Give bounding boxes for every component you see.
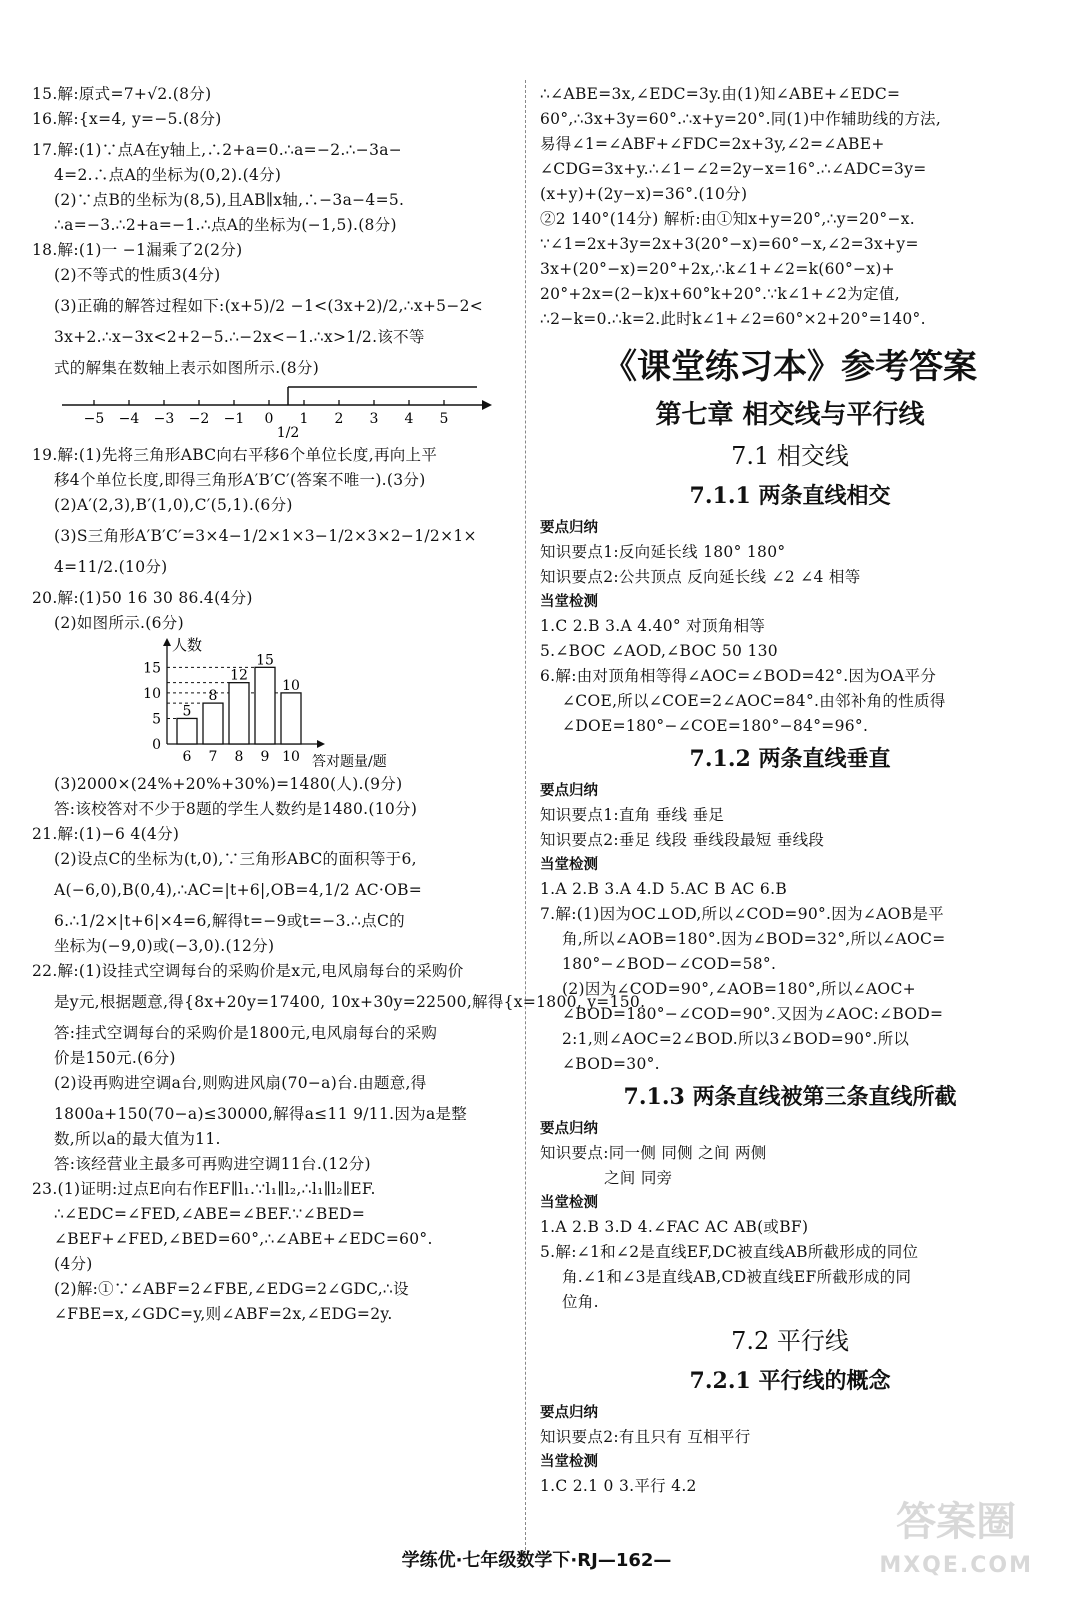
column-divider (525, 80, 526, 1550)
check-line-3: 角.∠1和∠3是直线AB,CD被直线EF所截形成的同 (562, 1268, 912, 1286)
answer-22-line3: 答:挂式空调每台的采购价是1800元,电风扇每台的采购 (54, 1024, 438, 1042)
number-line-tick-label: −2 (188, 411, 210, 427)
answer-23-line2: ∴∠EDC=∠FED,∠ABE=∠BEF.∵∠BED= (54, 1205, 366, 1223)
answer-22-line2: 是y元,根据题意,得{8x+20y=17400, 10x+30y=22500,解得{x=1800, y=150. (54, 993, 646, 1011)
chart-bar (281, 693, 301, 744)
check-label: 当堂检测 (540, 857, 598, 873)
check-line-4: ∠COE,所以∠COE=2∠AOC=84°.由邻补角的性质得 (562, 692, 946, 710)
answer-22-line6: 1800a+150(70−a)≤30000,解得a≤11 9/11.因为a是整 (54, 1105, 468, 1123)
number-line-half-mark: 1/2 (276, 425, 300, 441)
answer-20-line1: 20.解:(1)50 16 30 86.4(4分) (32, 589, 253, 607)
answer-21-line4: 6.∴1/2×|t+6|×4=6,解得t=−9或t=−3.∴点C的 (54, 912, 405, 930)
key-point-1: 知识要点1:反向延长线 180° 180° (540, 543, 786, 561)
chart-y-tick-label: 5 (152, 711, 161, 728)
answer-20-line3: (3)2000×(24%+20%+30%)=1480(人).(9分) (54, 775, 403, 793)
answer-19-line3: (2)A′(2,3),B′(1,0),C′(5,1).(6分) (54, 496, 293, 514)
number-line-tick-label: 3 (369, 411, 379, 427)
book-answer-title: 《课堂练习本》参考答案 (603, 347, 977, 387)
bar-chart (32, 636, 492, 772)
subsection-7-2-1: 7.2.1 平行线的概念 (689, 1368, 891, 1394)
chart-ylabel: 人数 (172, 636, 203, 654)
key-points-label: 要点归纳 (540, 520, 598, 536)
chart-bar (203, 703, 223, 744)
answer-22-line8: 答:该经营业主最多可再购进空调11台.(12分) (54, 1155, 371, 1173)
check-line-1: 1.C 2.B 3.A 4.40° 对顶角相等 (540, 617, 766, 635)
check-line-6: ∠BOD=180°−∠COD=90°.又因为∠AOC:∠BOD= (562, 1005, 944, 1023)
answer-19-line1: 19.解:(1)先将三角形ABC向右平移6个单位长度,再向上平 (32, 446, 438, 464)
chart-x-arrow (317, 740, 325, 748)
answer-17-line3: (2)∵点B的坐标为(8,5),且AB∥x轴,∴−3a−4=5. (54, 191, 405, 209)
answer-23-line3: ∠BEF+∠FED,∠BED=60°,∴∠ABE+∠EDC=60°. (54, 1230, 433, 1248)
answer-23-line1: 23.(1)证明:过点E向右作EF∥l₁.∵l₁∥l₂,∴l₁∥l₂∥EF. (32, 1180, 376, 1198)
chart-y-tick-label: 0 (152, 737, 161, 753)
answer-18-line3: (3)正确的解答过程如下:(x+5)/2 −1<(3x+2)/2,∴x+5−2< (54, 297, 484, 315)
answer-21-line2: (2)设点C的坐标为(t,0),∵三角形ABC的面积等于6, (54, 850, 417, 868)
answer-21-line1: 21.解:(1)−6 4(4分) (32, 825, 180, 843)
chart-y-tick-label: 10 (143, 685, 161, 702)
answer-23-cont-7: ∵∠1=2x+3y=2x+3(20°−x)=60°−x,∠2=3x+y= (540, 235, 919, 253)
answer-17-line2: 4=2.∴点A的坐标为(0,2).(4分) (54, 166, 282, 184)
chart-x-tick-label: 7 (208, 749, 218, 765)
subsection-7-1-1: 7.1.1 两条直线相交 (689, 483, 891, 509)
number-line-tick-label: 4 (404, 411, 414, 427)
check-line-3: 6.解:由对顶角相等得∠AOC=∠BOD=42°.因为OA平分 (540, 667, 937, 685)
chapter-title: 第七章 相交线与平行线 (655, 400, 925, 430)
key-point-line-1: 知识要点:同一侧 同侧 之间 两侧 (540, 1144, 767, 1162)
subsection-7-1-3: 7.1.3 两条直线被第三条直线所截 (623, 1084, 957, 1110)
number-line-tick-label: −1 (223, 411, 245, 427)
section-7-2: 7.2 平行线 (731, 1327, 849, 1355)
key-points-label: 要点归纳 (540, 783, 598, 799)
check-line-5: ∠DOE=180°−∠COE=180°−84°=96°. (562, 717, 869, 735)
check-line-1: 1.A 2.B 3.D 4.∠FAC AC AB(或BF) (540, 1218, 809, 1236)
check-line-5: (2)因为∠COD=90°,∠AOB=180°,所以∠AOC+ (562, 980, 916, 998)
answer-22-line4: 价是150元.(6分) (54, 1049, 176, 1067)
key-points-label: 要点归纳 (540, 1405, 598, 1421)
check-line-2: 5.∠BOC ∠AOD,∠BOC 50 130 (540, 642, 778, 660)
check-label: 当堂检测 (540, 1454, 598, 1470)
number-line (32, 381, 492, 443)
chart-data-label: 5 (182, 703, 192, 720)
check-line-3: 角,所以∠AOB=180°.因为∠BOD=32°,所以∠AOC= (562, 930, 946, 948)
answer-20-line2: (2)如图所示.(6分) (54, 614, 184, 632)
answer-17-line1: 17.解:(1)∵点A在y轴上,∴2+a=0.∴a=−2.∴−3a− (32, 141, 403, 159)
answer-23-cont-10: ∴2−k=0.∴k=2.此时k∠1+∠2=60°×2+20°=140°. (540, 310, 926, 328)
chart-bar (255, 667, 275, 744)
key-points-label: 要点归纳 (540, 1121, 598, 1137)
answer-22-line5: (2)设再购进空调a台,则购进风扇(70−a)台.由题意,得 (54, 1074, 427, 1092)
watermark-logo (879, 1500, 1033, 1588)
right-column (540, 82, 1040, 1499)
answer-21-line3: A(−6,0),B(0,4),∴AC=|t+6|,OB=4,1/2 AC·OB= (54, 881, 423, 899)
number-line-tick-label: −3 (153, 411, 175, 427)
chart-data-label: 8 (208, 688, 218, 705)
chart-data-label: 15 (256, 652, 274, 669)
check-line-7: 2:1,则∠AOC=2∠BOD.所以3∠BOD=90°.所以 (562, 1030, 910, 1048)
check-label: 当堂检测 (540, 594, 598, 610)
check-line-4: 180°−∠BOD−∠COD=58°. (562, 955, 777, 973)
chart-data-label: 10 (282, 677, 300, 694)
answer-23-cont-4: ∠CDG=3x+y.∴∠1−∠2=2y−x=16°.∴∠ADC=3y= (540, 160, 927, 178)
answer-23-cont-5: (x+y)+(2y−x)=36°.(10分) (540, 185, 748, 203)
answer-19-line2: 移4个单位长度,即得三角形A′B′C′(答案不唯一).(3分) (54, 471, 426, 489)
subsection-7-1-2: 7.1.2 两条直线垂直 (689, 746, 891, 772)
answer-17-line4: ∴a=−3.∴2+a=−1.∴点A的坐标为(−1,5).(8分) (54, 216, 397, 234)
key-point-1: 知识要点1:直角 垂线 垂足 (540, 806, 725, 824)
check-line-2: 5.解:∠1和∠2是直线EF,DC被直线AB所截形成的同位 (540, 1243, 919, 1261)
answer-23-cont-8: 3x+(20°−x)=20°+2x,∴k∠1+∠2=k(60°−x)+ (540, 260, 895, 278)
check-line-8: ∠BOD=30°. (562, 1055, 660, 1073)
page-footer: 学练优·七年级数学下·RJ—162— (401, 1550, 672, 1571)
answer-23-line4: (4分) (54, 1255, 93, 1273)
chart-x-tick-label: 6 (182, 749, 192, 765)
answer-19-line4: (3)S三角形A′B′C′=3×4−1/2×1×3−1/2×3×2−1/2×1× (54, 527, 477, 545)
chart-data-label: 12 (230, 667, 248, 684)
answer-22-line1: 22.解:(1)设挂式空调每台的采购价是x元,电风扇每台的采购价 (32, 962, 464, 980)
answer-23-cont-2: 60°,∴3x+3y=60°.∴x+y=20°.同(1)中作辅助线的方法, (540, 110, 942, 128)
answer-22-line7: 数,所以a的最大值为11. (54, 1130, 221, 1148)
section-7-1: 7.1 相交线 (731, 442, 849, 470)
chart-y-arrow (163, 638, 171, 646)
key-point-2: 知识要点2:有且只有 互相平行 (540, 1428, 751, 1446)
check-line-4: 位角. (562, 1293, 599, 1311)
number-line-tick-label: 0 (264, 411, 274, 427)
watermark-top: 答案圈 (896, 1499, 1017, 1545)
check-line-2: 7.解:(1)因为OC⊥OD,所以∠COD=90°.因为∠AOB是平 (540, 905, 944, 923)
chart-x-tick-label: 10 (282, 749, 300, 765)
key-point-2: 知识要点2:垂足 线段 垂线段最短 垂线段 (540, 831, 825, 849)
answer-19-line5: 4=11/2.(10分) (54, 558, 168, 576)
answer-18-line5: 式的解集在数轴上表示如图所示.(8分) (54, 359, 320, 377)
key-point-line-2: 之间 同旁 (604, 1169, 673, 1187)
number-line-tick-label: 5 (439, 411, 449, 427)
number-line-tick-label: −5 (83, 411, 105, 427)
number-line-tick-label: −4 (118, 411, 140, 427)
answer-23-line6: ∠FBE=x,∠GDC=y,则∠ABF=2x,∠EDG=2y. (54, 1305, 393, 1323)
check-line-1: 1.A 2.B 3.A 4.D 5.AC B AC 6.B (540, 880, 788, 898)
check-line-1: 1.C 2.1 0 3.平行 4.2 (540, 1477, 697, 1495)
answer-23-cont-3: 易得∠1=∠ABF+∠FDC=2x+3y,∠2=∠ABE+ (540, 135, 885, 153)
chart-x-tick-label: 9 (260, 749, 270, 765)
answer-21-line5: 坐标为(−9,0)或(−3,0).(12分) (54, 937, 275, 955)
number-line-tick-label: 1 (299, 411, 309, 427)
answer-16: 16.解:{x=4, y=−5.(8分) (32, 110, 222, 128)
key-point-2: 知识要点2:公共顶点 反向延长线 ∠2 ∠4 相等 (540, 568, 861, 586)
answer-18-line2: (2)不等式的性质3(4分) (54, 266, 221, 284)
number-line-tick-label: 2 (334, 411, 344, 427)
chart-xlabel: 答对题量/题 (312, 754, 387, 770)
watermark-bottom: MXQE.COM (879, 1553, 1033, 1578)
chart-x-tick-label: 8 (234, 749, 244, 765)
chart-y-tick-label: 15 (143, 660, 161, 677)
answer-23-cont-9: 20°+2x=(2−k)x+60°k+20°.∵k∠1+∠2为定值, (540, 285, 900, 303)
check-label: 当堂检测 (540, 1195, 598, 1211)
answer-23-line5: (2)解:①∵∠ABF=2∠FBE,∠EDG=2∠GDC,∴设 (54, 1280, 409, 1298)
answer-20-line4: 答:该校答对不少于8题的学生人数约是1480.(10分) (54, 800, 418, 818)
answer-23-cont-1: ∴∠ABE=3x,∠EDC=3y.由(1)知∠ABE+∠EDC= (540, 85, 901, 103)
answer-15: 15.解:原式=7+√2.(8分) (32, 85, 212, 103)
answer-23-cont-6: ②2 140°(14分) 解析:由①知x+y=20°,∴y=20°−x. (540, 210, 915, 228)
chart-bar (229, 683, 249, 744)
answer-18-line4: 3x+2.∴x−3x<2+2−5.∴−2x<−1.∴x>1/2.该不等 (54, 328, 425, 346)
answer-18-line1: 18.解:(1)一 −1漏乘了2(2分) (32, 241, 243, 259)
chart-bar (177, 718, 197, 744)
